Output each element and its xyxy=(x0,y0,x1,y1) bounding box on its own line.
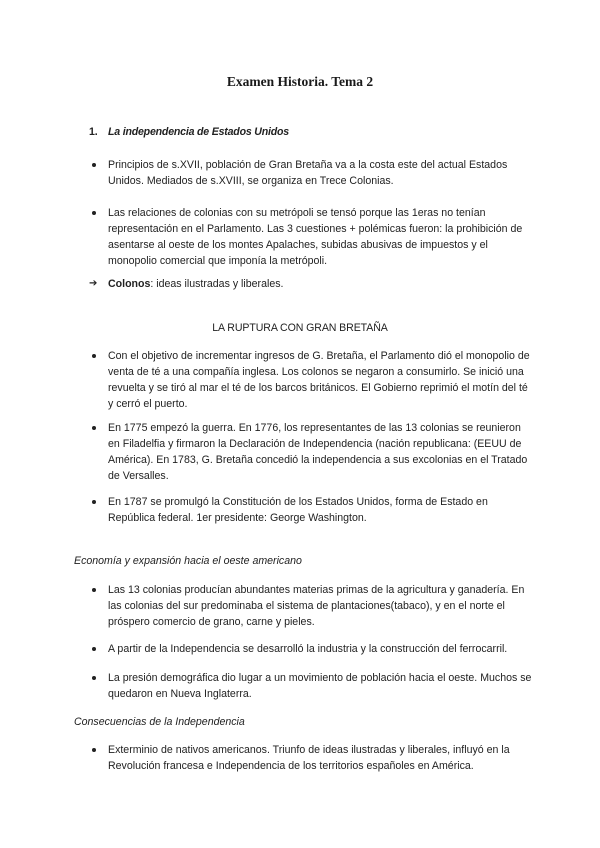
page-title: Examen Historia. Tema 2 xyxy=(226,74,374,89)
list-item: Principios de s.XVII, población de Gran Bretaña va a la costa este del actual Estados Unidos. Mediados de s.XVIII, se organiza en Trece Colonias. xyxy=(108,157,533,189)
list-item: En 1787 se promulgó la Constitución de los Estados Unidos, forma de Estado en República federal. 1er presidente: George Washington. xyxy=(108,494,533,526)
arrow-right-icon: ➔ xyxy=(89,278,98,289)
ruptura-heading: LA RUPTURA CON GRAN BRETAÑA xyxy=(212,322,388,334)
list-item: Con el objetivo de incrementar ingresos de G. Bretaña, el Parlamento dió el monopolio de venta de té a una compañía inglesa. Los colonos se negaron a consumirlo. Se inició una revuelta y se tiró al mar el té de los barcos británicos. El Gobierno reprimió el motín del té y cerró el puerto. xyxy=(108,348,533,412)
colonos-label: Colonos xyxy=(108,278,151,290)
arrow-list-item xyxy=(89,276,533,292)
section-number: 1. xyxy=(89,126,98,138)
section-heading xyxy=(89,124,289,140)
colonos-text: : ideas ilustradas y liberales. xyxy=(150,278,284,290)
list-item: La presión demográfica dio lugar a un movimiento de población hacia el oeste. Muchos se quedaron en Nueva Inglaterra. xyxy=(108,672,532,700)
list-item: A partir de la Independencia se desarrolló la industria y la construcción del ferrocarril. xyxy=(108,641,533,657)
consecuencias-heading: Consecuencias de la Independencia xyxy=(74,716,245,728)
list-item: Las relaciones de colonias con su metrópoli se tensó porque las 1eras no tenían representación en el Parlamento. Las 3 cuestiones + polémicas fueron: la prohibición de asentarse al oeste de los montes Apalaches, subidas abusivas de impuestos y el monopolio comercial que imponía la metrópoli. xyxy=(108,205,533,269)
list-item: Las 13 colonias producían abundantes materias primas de la agricultura y ganadería. En las colonias del sur predominaba el sistema de plantaciones(tabaco), y en el norte el próspero comercio de grano, carne y pieles. xyxy=(108,582,533,630)
economia-heading: Economía y expansión hacia el oeste americano xyxy=(74,555,302,567)
list-item: En 1775 empezó la guerra. En 1776, los representantes de las 13 colonias se reunieron en Filadelfia y firmaron la Declaración de Independencia (nación republicana: (EEUU de América). En 1783, G. Bretaña concedió la independencia a sus excolonias en el Tratado de Versalles. xyxy=(108,420,533,484)
section-heading-text: La independencia de Estados Unidos xyxy=(108,126,289,138)
list-item: Exterminio de nativos americanos. Triunfo de ideas ilustradas y liberales, influyó en la Revolución francesa e Independencia de los territorios españoles en América. xyxy=(108,742,533,774)
